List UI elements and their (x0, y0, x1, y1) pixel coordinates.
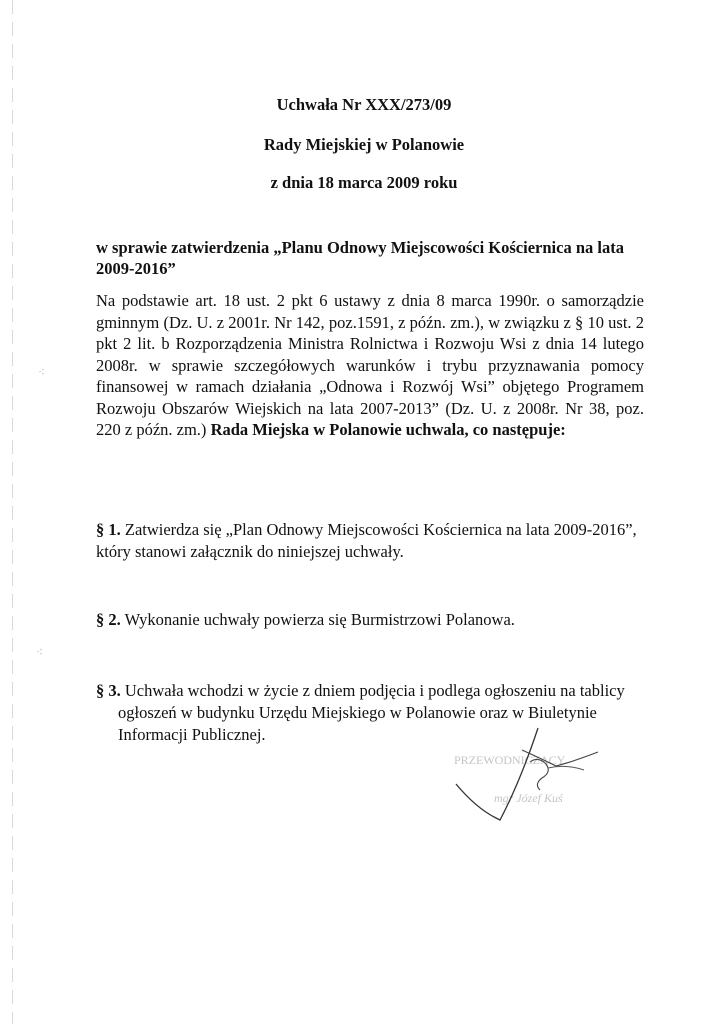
scan-speck: ⁖ (36, 645, 44, 659)
resolution-date: z dnia 18 marca 2009 roku (270, 173, 458, 192)
paragraph-text: Wykonanie uchwały powierza się Burmistrzowi Polanowa. (120, 610, 515, 629)
stamp-name-text: mgr Józef Kuś (494, 791, 563, 805)
legal-basis-preamble (96, 290, 644, 441)
paragraph-1 (96, 519, 644, 563)
paragraph-number: § 2. (96, 610, 121, 629)
paragraph-text: Uchwała wchodzi w życie z dniem podjęcia i podlega ogłoszeniu na tablicy ogłoszeń w budynku Urzędu Miejskiego w Polanowie oraz w Biuletynie Informacji Publicznej. (118, 681, 625, 744)
stamp-title-text: PRZEWODNICZĄCY (454, 753, 566, 767)
signature-stamp (448, 722, 618, 832)
paragraph-number: § 1. (96, 520, 121, 539)
signature-stroke-tail (548, 766, 584, 770)
paragraph-text: Zatwierdza się „Plan Odnowy Miejscowości Kościernica na lata 2009-2016”, który stanowi załącznik do niniejszej uchwały. (96, 520, 637, 561)
resolution-title: Uchwała Nr XXX/273/09 (276, 95, 452, 114)
preamble-text: Na podstawie art. 18 ust. 2 pkt 6 ustawy z dnia 8 marca 1990r. o samorządzie gminnym (Dz. U. z 2001r. Nr 142, poz.1591, z późn. zm.), w związku z § 10 ust. 2 pkt 2 lit. b Rozporządzenia Ministra Rolnictwa i Rozwoju Wsi z dnia 14 lutego 2008r. w sprawie szczegółowych warunków i trybu przyznawania pomocy finansowej w ramach działania „Odnowa i Rozwój Wsi” objętego Programem Rozwoju Obszarów Wiejskich na lata 2007-2013” (Dz. U. z 2008r. Nr 38, poz. 220 z późn. zm.) (96, 291, 644, 439)
signature-stroke-main (456, 728, 538, 820)
preamble-enacting-clause: Rada Miejska w Polanowie uchwala, co następuje: (210, 420, 566, 439)
paragraph-number: § 3. (96, 681, 121, 700)
scan-speck: ⁖ (38, 365, 46, 379)
resolution-issuer: Rady Miejskiej w Polanowie (263, 135, 465, 154)
paragraph-2 (96, 609, 644, 631)
resolution-subject: w sprawie zatwierdzenia „Planu Odnowy Miejscowości Kościernica na lata 2009-2016” (96, 238, 624, 278)
